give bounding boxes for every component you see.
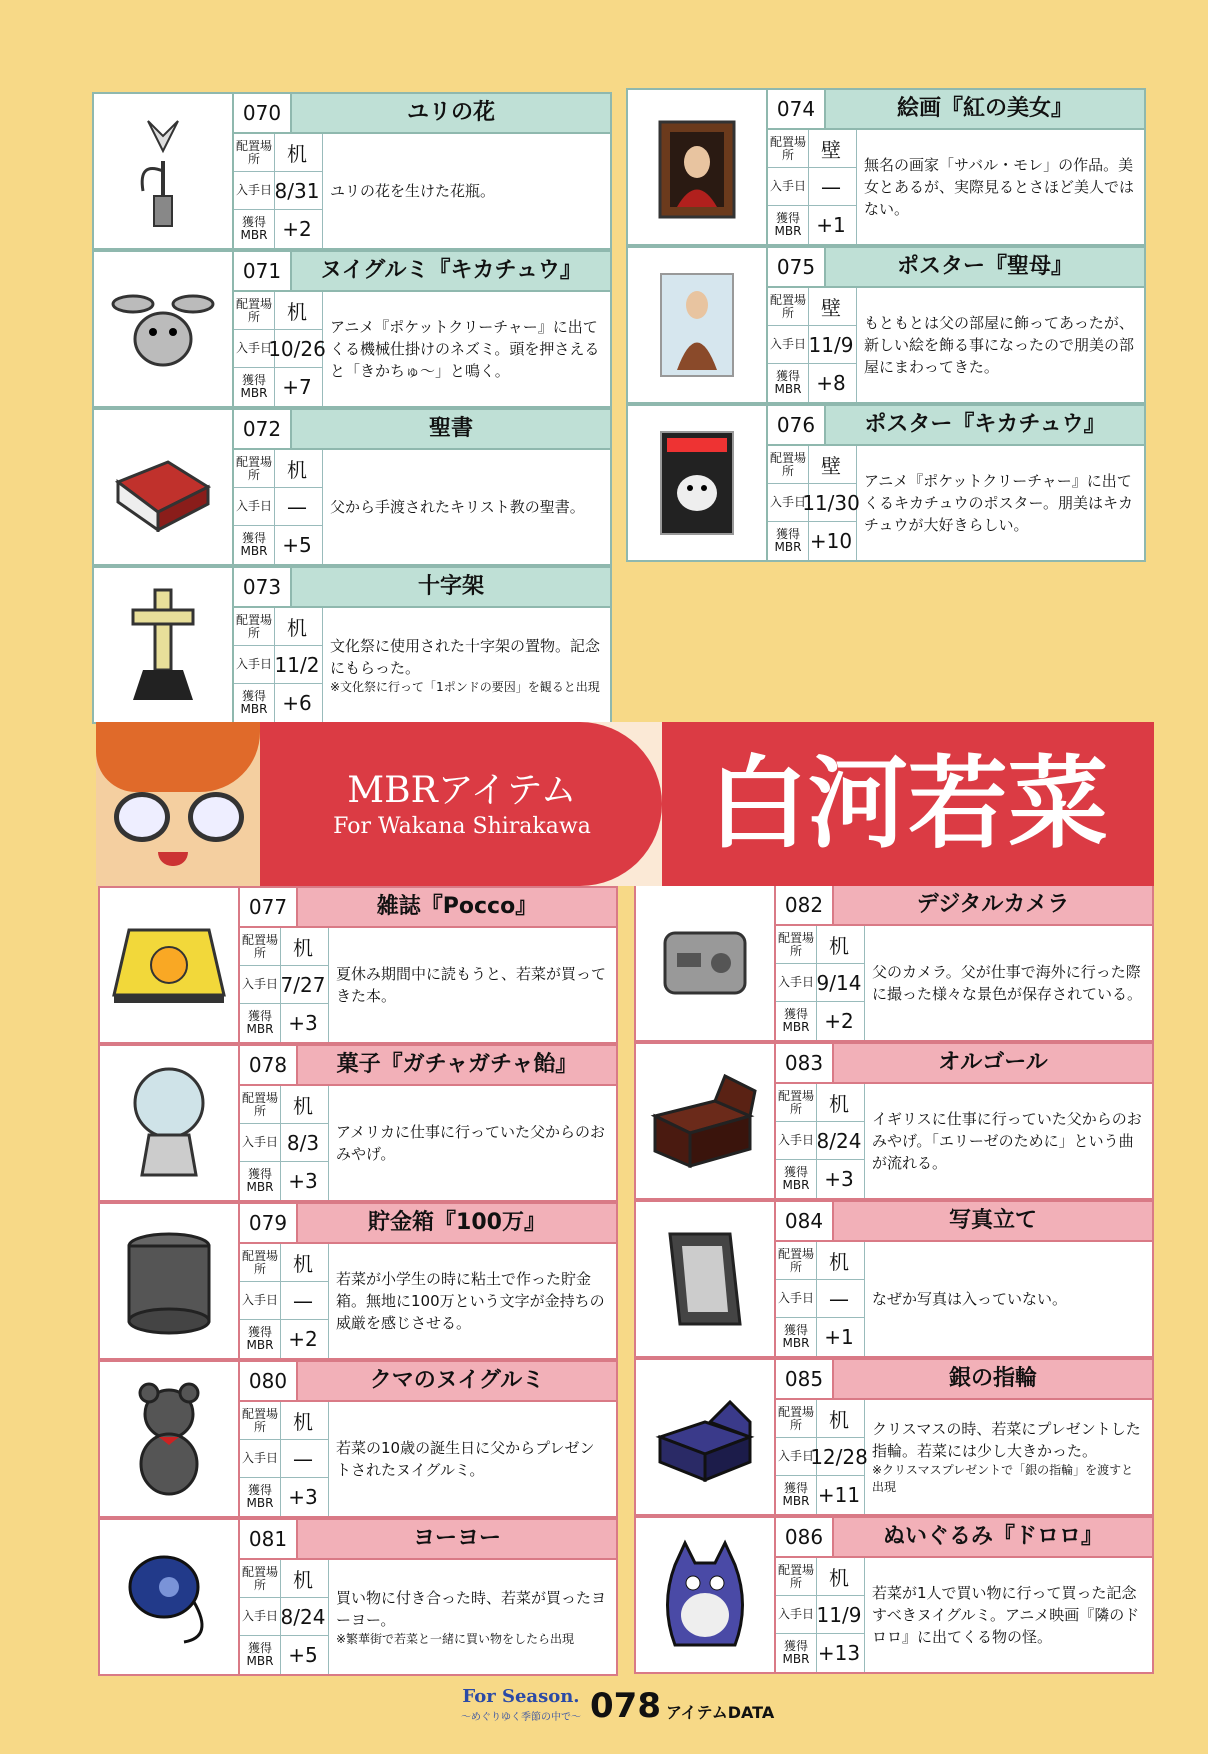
item-description-box (864, 446, 1134, 560)
date-label: 入手日 (234, 172, 274, 210)
item-description-box (336, 1244, 606, 1358)
item-mbr: +1 (816, 213, 846, 237)
mbr-label: 獲得MBR (246, 1009, 274, 1036)
item-header (232, 568, 610, 608)
place-label: 配置場所 (768, 130, 808, 168)
item-title: ヌイグルミ『キカチュウ』 (320, 258, 582, 283)
character-banner (96, 722, 1154, 886)
field-values (814, 926, 865, 1040)
item-mbr: +5 (282, 533, 312, 557)
footer-brand-sub: ～めぐりゆく季節の中で～ (461, 1712, 581, 1723)
item-date: 8/31 (272, 172, 322, 210)
item-header (232, 94, 610, 134)
item-card (98, 1360, 618, 1518)
date-label: 入手日 (768, 484, 808, 522)
item-card (92, 408, 612, 566)
field-labels (766, 130, 809, 244)
item-description: 若菜の10歳の誕生日に父からプレゼントされたヌイグルミ。 (336, 1439, 595, 1479)
item-note: ※文化祭に行って「1ポンドの要因」を観ると出現 (330, 679, 600, 694)
place-label: 配置場所 (240, 1402, 280, 1440)
place-label: 配置場所 (240, 928, 280, 966)
item-header (766, 90, 1144, 130)
item-mbr: +13 (817, 1641, 861, 1665)
item-number: 074 (768, 90, 826, 128)
item-card (98, 1202, 618, 1360)
item-place: 壁 (806, 288, 856, 326)
item-header (238, 1362, 616, 1402)
footer-brand: For Season. (462, 1686, 580, 1707)
character-portrait (96, 722, 260, 886)
item-date: 10/26 (272, 330, 322, 368)
place-label: 配置場所 (776, 1400, 816, 1438)
item-number: 080 (240, 1362, 298, 1400)
footer-section: アイテムDATA (666, 1703, 775, 1722)
field-values (810, 1400, 868, 1514)
mbr-label: 獲得MBR (240, 373, 268, 400)
place-label: 配置場所 (234, 608, 274, 646)
item-mbr: +7 (282, 375, 312, 399)
item-number: 077 (240, 888, 298, 926)
item-header (238, 1046, 616, 1086)
field-values (278, 928, 329, 1042)
item-place: 机 (272, 292, 322, 330)
piggy-bank-icon (100, 1204, 238, 1358)
mbr-label: 獲得MBR (782, 1165, 810, 1192)
item-header (774, 1360, 1152, 1400)
item-title: デジタルカメラ (916, 892, 1070, 917)
date-label: 入手日 (776, 1280, 816, 1318)
item-description: 若菜が1人で買い物に行って買った記念すべきヌイグルミ。アニメ映画『隣のドロロ』に出てくる物の怪。 (872, 1584, 1140, 1646)
date-label: 入手日 (240, 1440, 280, 1478)
item-header (232, 410, 610, 450)
field-labels (238, 1560, 281, 1674)
item-description-box (872, 1558, 1142, 1672)
item-mbr: +10 (809, 529, 853, 553)
mbr-label: 獲得MBR (246, 1483, 274, 1510)
mbr-label: 獲得MBR (774, 211, 802, 238)
item-title: クマのヌイグルミ (369, 1368, 545, 1393)
field-labels (232, 608, 275, 722)
mbr-label: 獲得MBR (782, 1481, 810, 1508)
item-header (238, 1520, 616, 1560)
date-label: 入手日 (234, 646, 274, 684)
mbr-label: 獲得MBR (782, 1323, 810, 1350)
item-title: 菓子『ガチャガチャ飴』 (336, 1052, 578, 1077)
item-description: もともとは父の部屋に飾ってあったが、新しい絵を飾る事になったので朋美の部屋にまわってきた。 (864, 314, 1135, 376)
field-labels (232, 134, 275, 248)
mbr-label: 獲得MBR (782, 1639, 810, 1666)
item-date: 7/27 (278, 966, 328, 1004)
item-header (774, 1202, 1152, 1242)
item-place: 机 (814, 926, 864, 964)
item-number: 073 (234, 568, 292, 606)
item-mbr: +8 (816, 371, 846, 395)
item-title: 聖書 (428, 416, 473, 441)
date-label: 入手日 (776, 1122, 816, 1160)
madonna-poster-icon (628, 248, 766, 402)
bible-icon (94, 410, 232, 564)
item-title: ぬいぐるみ『ドロロ』 (882, 1524, 1103, 1549)
mouse-doll-icon (94, 252, 232, 406)
item-mbr: +1 (824, 1325, 854, 1349)
item-date: 11/9 (806, 326, 856, 364)
field-values (814, 1242, 865, 1356)
item-card (98, 886, 618, 1044)
item-number: 079 (240, 1204, 298, 1242)
mbr-label: 獲得MBR (246, 1325, 274, 1352)
item-title: 写真立て (948, 1208, 1037, 1233)
item-title: オルゴール (938, 1050, 1048, 1075)
item-description: 父のカメラ。父が仕事で海外に行った際に撮った様々な景色が保存されている。 (872, 963, 1143, 1003)
item-place: 壁 (806, 130, 856, 168)
item-mbr: +3 (824, 1167, 854, 1191)
item-header (774, 1044, 1152, 1084)
item-card (626, 404, 1146, 562)
field-values (806, 130, 857, 244)
date-label: 入手日 (240, 1282, 280, 1320)
item-mbr: +5 (288, 1643, 318, 1667)
field-labels (774, 1084, 817, 1198)
photo-frame-icon (636, 1202, 774, 1356)
item-card (98, 1518, 618, 1676)
item-title: ポスター『聖母』 (896, 254, 1073, 279)
date-label: 入手日 (240, 1124, 280, 1162)
item-title: ユリの花 (406, 100, 495, 125)
item-place: 机 (278, 1244, 328, 1282)
item-note: ※繁華街で若菜と一緒に買い物をしたら出現 (336, 1631, 575, 1646)
mbr-label: 獲得MBR (240, 215, 268, 242)
item-card (634, 1358, 1154, 1516)
field-labels (238, 1086, 281, 1200)
item-description: なぜか写真は入っていない。 (872, 1290, 1068, 1308)
field-values (272, 134, 323, 248)
place-label: 配置場所 (768, 446, 808, 484)
item-card (626, 88, 1146, 246)
item-description-box (864, 288, 1134, 402)
field-labels (238, 928, 281, 1042)
place-label: 配置場所 (776, 926, 816, 964)
item-description: 若菜が小学生の時に粘土で作った貯金箱。無地に100万という文字が金持ちの威厳を感じさせる。 (336, 1270, 605, 1332)
field-values (278, 1244, 329, 1358)
item-description-box (872, 1400, 1142, 1514)
painting-icon (628, 90, 766, 244)
place-label: 配置場所 (776, 1242, 816, 1280)
field-values (278, 1560, 329, 1674)
item-header (766, 248, 1144, 288)
item-date: 11/9 (814, 1596, 864, 1634)
item-number: 082 (776, 886, 834, 924)
item-header (774, 886, 1152, 926)
item-card (98, 1044, 618, 1202)
item-title: 銀の指輪 (948, 1366, 1037, 1391)
item-description-box (872, 1242, 1142, 1356)
item-description-box (864, 130, 1134, 244)
place-label: 配置場所 (234, 134, 274, 172)
place-label: 配置場所 (768, 288, 808, 326)
item-mbr: +6 (282, 691, 312, 715)
field-values (278, 1086, 329, 1200)
kikachu-poster-icon (628, 406, 766, 560)
item-mbr: +3 (288, 1011, 318, 1035)
item-place: 机 (814, 1400, 864, 1438)
lily-vase-icon (94, 94, 232, 248)
date-label: 入手日 (234, 488, 274, 526)
item-date: — (278, 1440, 328, 1478)
banner-subtitle-area (262, 722, 662, 886)
item-description: 夏休み期間中に読もうと、若菜が買ってきた本。 (336, 965, 607, 1005)
item-description-box (330, 450, 600, 564)
item-date: — (806, 168, 856, 206)
field-values (814, 1558, 865, 1672)
item-place: 机 (278, 928, 328, 966)
field-values (278, 1402, 329, 1516)
date-label: 入手日 (234, 330, 274, 368)
item-mbr: +3 (288, 1169, 318, 1193)
mbr-label: 獲得MBR (246, 1641, 274, 1668)
item-date: 8/3 (278, 1124, 328, 1162)
place-label: 配置場所 (240, 1560, 280, 1598)
field-labels (238, 1402, 281, 1516)
item-date: 12/28 (814, 1438, 864, 1476)
item-description-box (336, 928, 606, 1042)
item-description: 父から手渡されたキリスト教の聖書。 (330, 498, 585, 516)
item-description: 買い物に付き合った時、若菜が買ったヨーヨー。 (336, 1588, 607, 1629)
item-card (626, 246, 1146, 404)
field-labels (774, 1242, 817, 1356)
banner-for-label: For Wakana Shirakawa (333, 814, 591, 839)
field-labels (238, 1244, 281, 1358)
item-card (92, 92, 612, 250)
item-title: 貯金箱『100万』 (368, 1210, 546, 1235)
field-labels (232, 450, 275, 564)
item-number: 086 (776, 1518, 834, 1556)
item-header (238, 1204, 616, 1244)
cross-icon (94, 568, 232, 722)
field-values (272, 608, 323, 722)
item-date: 9/14 (814, 964, 864, 1002)
date-label: 入手日 (776, 1438, 816, 1476)
camera-icon (636, 886, 774, 1040)
item-card (634, 884, 1154, 1042)
item-place: 机 (278, 1086, 328, 1124)
item-description-box (336, 1086, 606, 1200)
item-header (774, 1518, 1152, 1558)
item-place: 壁 (806, 446, 856, 484)
item-date: 8/24 (814, 1122, 864, 1160)
item-number: 081 (240, 1520, 298, 1558)
magazine-icon (100, 888, 238, 1042)
item-description: アメリカに仕事に行っていた父からのおみやげ。 (336, 1123, 605, 1163)
item-description: クリスマスの時、若菜にプレゼントした指輪。若菜には少し大きかった。 (872, 1420, 1141, 1460)
item-number: 085 (776, 1360, 834, 1398)
item-description-box (872, 926, 1142, 1040)
field-values (814, 1084, 865, 1198)
field-labels (774, 926, 817, 1040)
banner-title: MBRアイテム (347, 770, 577, 811)
item-date: — (814, 1280, 864, 1318)
item-card (634, 1042, 1154, 1200)
item-number: 076 (768, 406, 826, 444)
mbr-label: 獲得MBR (774, 527, 802, 554)
date-label: 入手日 (240, 966, 280, 1004)
date-label: 入手日 (776, 964, 816, 1002)
page-number: 078 (590, 1686, 661, 1726)
item-number: 078 (240, 1046, 298, 1084)
item-place: 机 (814, 1242, 864, 1280)
mbr-label: 獲得MBR (240, 531, 268, 558)
mbr-label: 獲得MBR (774, 369, 802, 396)
field-labels (766, 288, 809, 402)
item-card (92, 566, 612, 724)
item-date: 11/30 (806, 484, 856, 522)
item-description-box (336, 1560, 606, 1674)
item-mbr: +2 (282, 217, 312, 241)
item-mbr: +11 (817, 1483, 861, 1507)
item-title: ポスター『キカチュウ』 (864, 412, 1106, 437)
item-place: 机 (272, 450, 322, 488)
mbr-label: 獲得MBR (240, 689, 268, 716)
item-description-box (330, 292, 600, 406)
item-description-box (330, 608, 600, 722)
field-values (268, 292, 326, 406)
item-title: 絵画『紅の美女』 (896, 96, 1073, 121)
dororo-doll-icon (636, 1518, 774, 1672)
yoyo-icon (100, 1520, 238, 1674)
item-place: 机 (278, 1402, 328, 1440)
item-description: 無名の画家「サバル・モレ」の作品。美女とあるが、実際見るとさほど美人ではない。 (864, 156, 1135, 218)
field-labels (774, 1558, 817, 1672)
item-description-box (330, 134, 600, 248)
item-title: ヨーヨー (412, 1526, 501, 1551)
item-place: 机 (814, 1084, 864, 1122)
item-card (634, 1200, 1154, 1358)
candy-machine-icon (100, 1046, 238, 1200)
place-label: 配置場所 (776, 1558, 816, 1596)
item-title: 雑誌『Pocco』 (376, 894, 538, 919)
item-place: 机 (272, 134, 322, 172)
item-header (238, 888, 616, 928)
place-label: 配置場所 (240, 1086, 280, 1124)
item-description: アニメ『ポケットクリーチャー』に出てくるキカチュウのポスター。朋美はキカチュウが大好きらしい。 (864, 472, 1133, 534)
item-title: 十字架 (417, 574, 484, 599)
item-mbr: +2 (824, 1009, 854, 1033)
music-box-icon (636, 1044, 774, 1198)
item-description-box (336, 1402, 606, 1516)
item-description: ユリの花を生けた花瓶。 (330, 182, 496, 200)
item-number: 070 (234, 94, 292, 132)
item-date: 11/2 (272, 646, 322, 684)
item-header (766, 406, 1144, 446)
ring-box-icon (636, 1360, 774, 1514)
item-place: 机 (272, 608, 322, 646)
item-card (634, 1516, 1154, 1674)
item-card (92, 250, 612, 408)
item-number: 084 (776, 1202, 834, 1240)
item-number: 072 (234, 410, 292, 448)
item-date: — (272, 488, 322, 526)
field-values (272, 450, 323, 564)
item-description: アニメ『ポケットクリーチャー』に出てくる機械仕掛けのネズミ。頭を押さえると「きかちゅ～」と鳴く。 (330, 318, 600, 380)
mbr-label: 獲得MBR (246, 1167, 274, 1194)
field-values (802, 446, 860, 560)
date-label: 入手日 (768, 168, 808, 206)
teddy-bear-icon (100, 1362, 238, 1516)
item-number: 071 (234, 252, 292, 290)
item-place: 机 (814, 1558, 864, 1596)
mbr-label: 獲得MBR (782, 1007, 810, 1034)
date-label: 入手日 (768, 326, 808, 364)
place-label: 配置場所 (234, 292, 274, 330)
item-description: 文化祭に使用された十字架の置物。記念にもらった。 (330, 636, 601, 677)
item-description-box (872, 1084, 1142, 1198)
item-number: 083 (776, 1044, 834, 1082)
item-note: ※クリスマスプレゼントで「銀の指輪」を渡すと出現 (872, 1463, 1134, 1494)
page-footer (0, 1686, 1208, 1736)
place-label: 配置場所 (776, 1084, 816, 1122)
date-label: 入手日 (240, 1598, 280, 1636)
item-description: イギリスに仕事に行っていた父からのおみやげ。「エリーゼのために」という曲が流れる。 (872, 1110, 1142, 1172)
place-label: 配置場所 (240, 1244, 280, 1282)
item-mbr: +2 (288, 1327, 318, 1351)
date-label: 入手日 (776, 1596, 816, 1634)
item-place: 机 (278, 1560, 328, 1598)
item-mbr: +3 (288, 1485, 318, 1509)
item-date: 8/24 (278, 1598, 328, 1636)
field-values (806, 288, 857, 402)
item-date: — (278, 1282, 328, 1320)
item-number: 075 (768, 248, 826, 286)
item-header (232, 252, 610, 292)
character-name: 白河若菜 (708, 745, 1108, 862)
place-label: 配置場所 (234, 450, 274, 488)
